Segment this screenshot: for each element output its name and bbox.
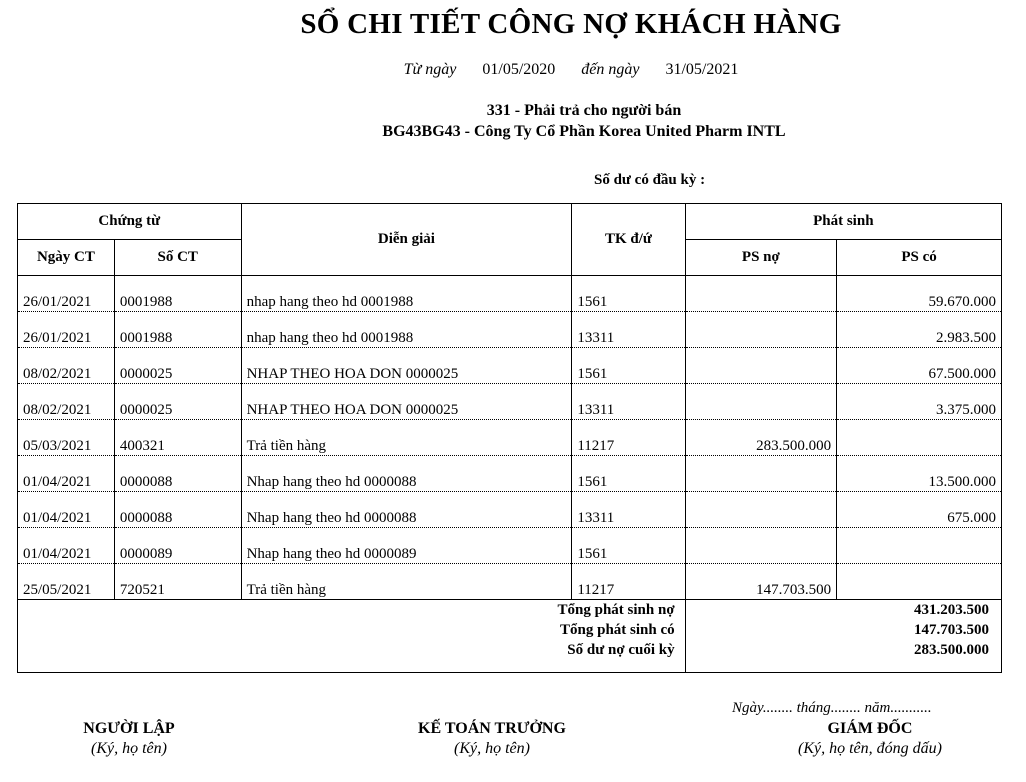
cell-credit: 67.500.000 <box>837 348 1002 384</box>
signature-chief-accountant <box>382 720 602 758</box>
cell-account: 1561 <box>572 528 685 564</box>
cell-number: 400321 <box>114 420 241 456</box>
cell-number: 0000088 <box>114 492 241 528</box>
closing-balance-label: Số dư nợ cuối kỳ <box>567 642 675 658</box>
header-account: TK đ/ứ <box>572 204 685 276</box>
table-row <box>18 492 1002 528</box>
cell-description: Nhap hang theo hd 0000089 <box>241 528 572 564</box>
cell-debit <box>685 276 836 312</box>
cell-credit: 3.375.000 <box>837 384 1002 420</box>
cell-description: Nhap hang theo hd 0000088 <box>241 492 572 528</box>
table-row <box>18 348 1002 384</box>
total-debit-label: Tổng phát sinh nợ <box>557 602 675 618</box>
opening-balance-label: Số dư có đầu kỳ : <box>594 172 706 188</box>
closing-balance-value: 283.500.000 <box>914 642 989 658</box>
table-row <box>18 276 1002 312</box>
report-period <box>0 61 1026 79</box>
cell-date: 05/03/2021 <box>18 420 115 456</box>
cell-description: Trả tiền hàng <box>241 420 572 456</box>
period-to-date: 31/05/2021 <box>665 61 739 78</box>
cell-number: 720521 <box>114 564 241 600</box>
signature-role: NGƯỜI LẬP <box>83 720 175 737</box>
cell-credit <box>837 564 1002 600</box>
cell-debit: 283.500.000 <box>685 420 836 456</box>
header-credit: PS có <box>837 240 1002 276</box>
cell-credit: 675.000 <box>837 492 1002 528</box>
header-date: Ngày CT <box>18 240 115 276</box>
table-row <box>18 564 1002 600</box>
cell-date: 01/04/2021 <box>18 528 115 564</box>
cell-number: 0000089 <box>114 528 241 564</box>
table-row <box>18 384 1002 420</box>
cell-number: 0000088 <box>114 456 241 492</box>
cell-number: 0001988 <box>114 312 241 348</box>
customer-line: BG43BG43 - Công Ty Cổ Phần Korea United Pharm INTL <box>382 123 786 140</box>
cell-number: 0001988 <box>114 276 241 312</box>
cell-date: 08/02/2021 <box>18 348 115 384</box>
account-code-line: 331 - Phải trả cho người bán <box>486 102 682 119</box>
signature-hint: (Ký, họ tên, đóng dấu) <box>798 740 942 757</box>
table-row <box>18 312 1002 348</box>
total-debit-value: 431.203.500 <box>914 602 989 618</box>
header-movement-group: Phát sinh <box>685 204 1001 240</box>
cell-date: 01/04/2021 <box>18 492 115 528</box>
cell-description: nhap hang theo hd 0001988 <box>241 312 572 348</box>
cell-debit <box>685 348 836 384</box>
table-row <box>18 420 1002 456</box>
cell-credit: 59.670.000 <box>837 276 1002 312</box>
cell-debit <box>685 456 836 492</box>
cell-account: 11217 <box>572 564 685 600</box>
header-description: Diễn giải <box>241 204 572 276</box>
cell-description: Nhap hang theo hd 0000088 <box>241 456 572 492</box>
cell-date: 25/05/2021 <box>18 564 115 600</box>
table-row <box>18 456 1002 492</box>
cell-account: 1561 <box>572 456 685 492</box>
cell-description: nhap hang theo hd 0001988 <box>241 276 572 312</box>
cell-account: 13311 <box>572 384 685 420</box>
cell-debit <box>685 312 836 348</box>
signature-director <box>760 720 980 758</box>
cell-debit <box>685 528 836 564</box>
signature-hint: (Ký, họ tên) <box>454 740 530 757</box>
period-from-label: Từ ngày <box>403 61 457 78</box>
cell-account: 13311 <box>572 492 685 528</box>
header-debit: PS nợ <box>685 240 836 276</box>
cell-credit <box>837 528 1002 564</box>
cell-number: 0000025 <box>114 348 241 384</box>
period-from-date: 01/05/2020 <box>482 61 556 78</box>
totals-row <box>18 600 1002 673</box>
cell-debit <box>685 492 836 528</box>
cell-account: 11217 <box>572 420 685 456</box>
signature-date-line: Ngày........ tháng........ năm........... <box>732 700 932 716</box>
cell-debit <box>685 384 836 420</box>
totals-labels <box>18 600 686 673</box>
cell-credit: 2.983.500 <box>837 312 1002 348</box>
signature-role: KẾ TOÁN TRƯỞNG <box>418 720 566 737</box>
period-to-label: đến ngày <box>581 61 640 78</box>
cell-date: 26/01/2021 <box>18 312 115 348</box>
cell-account: 13311 <box>572 312 685 348</box>
cell-description: Trả tiền hàng <box>241 564 572 600</box>
signature-hint: (Ký, họ tên) <box>91 740 167 757</box>
signature-role: GIÁM ĐỐC <box>827 720 913 737</box>
header-number: Số CT <box>114 240 241 276</box>
ledger-table <box>17 203 1002 673</box>
cell-account: 1561 <box>572 276 685 312</box>
total-credit-label: Tổng phát sinh có <box>560 622 675 638</box>
cell-date: 08/02/2021 <box>18 384 115 420</box>
header-voucher-group: Chứng từ <box>18 204 242 240</box>
cell-number: 0000025 <box>114 384 241 420</box>
cell-date: 01/04/2021 <box>18 456 115 492</box>
cell-credit <box>837 420 1002 456</box>
cell-date: 26/01/2021 <box>18 276 115 312</box>
cell-debit: 147.703.500 <box>685 564 836 600</box>
cell-credit: 13.500.000 <box>837 456 1002 492</box>
table-row <box>18 528 1002 564</box>
totals-values <box>685 600 1001 673</box>
cell-description: NHAP THEO HOA DON 0000025 <box>241 384 572 420</box>
account-info <box>0 100 1026 142</box>
cell-account: 1561 <box>572 348 685 384</box>
signature-preparer <box>44 720 214 758</box>
total-credit-value: 147.703.500 <box>914 622 989 638</box>
report-title: SỔ CHI TIẾT CÔNG NỢ KHÁCH HÀNG <box>300 8 842 40</box>
cell-description: NHAP THEO HOA DON 0000025 <box>241 348 572 384</box>
